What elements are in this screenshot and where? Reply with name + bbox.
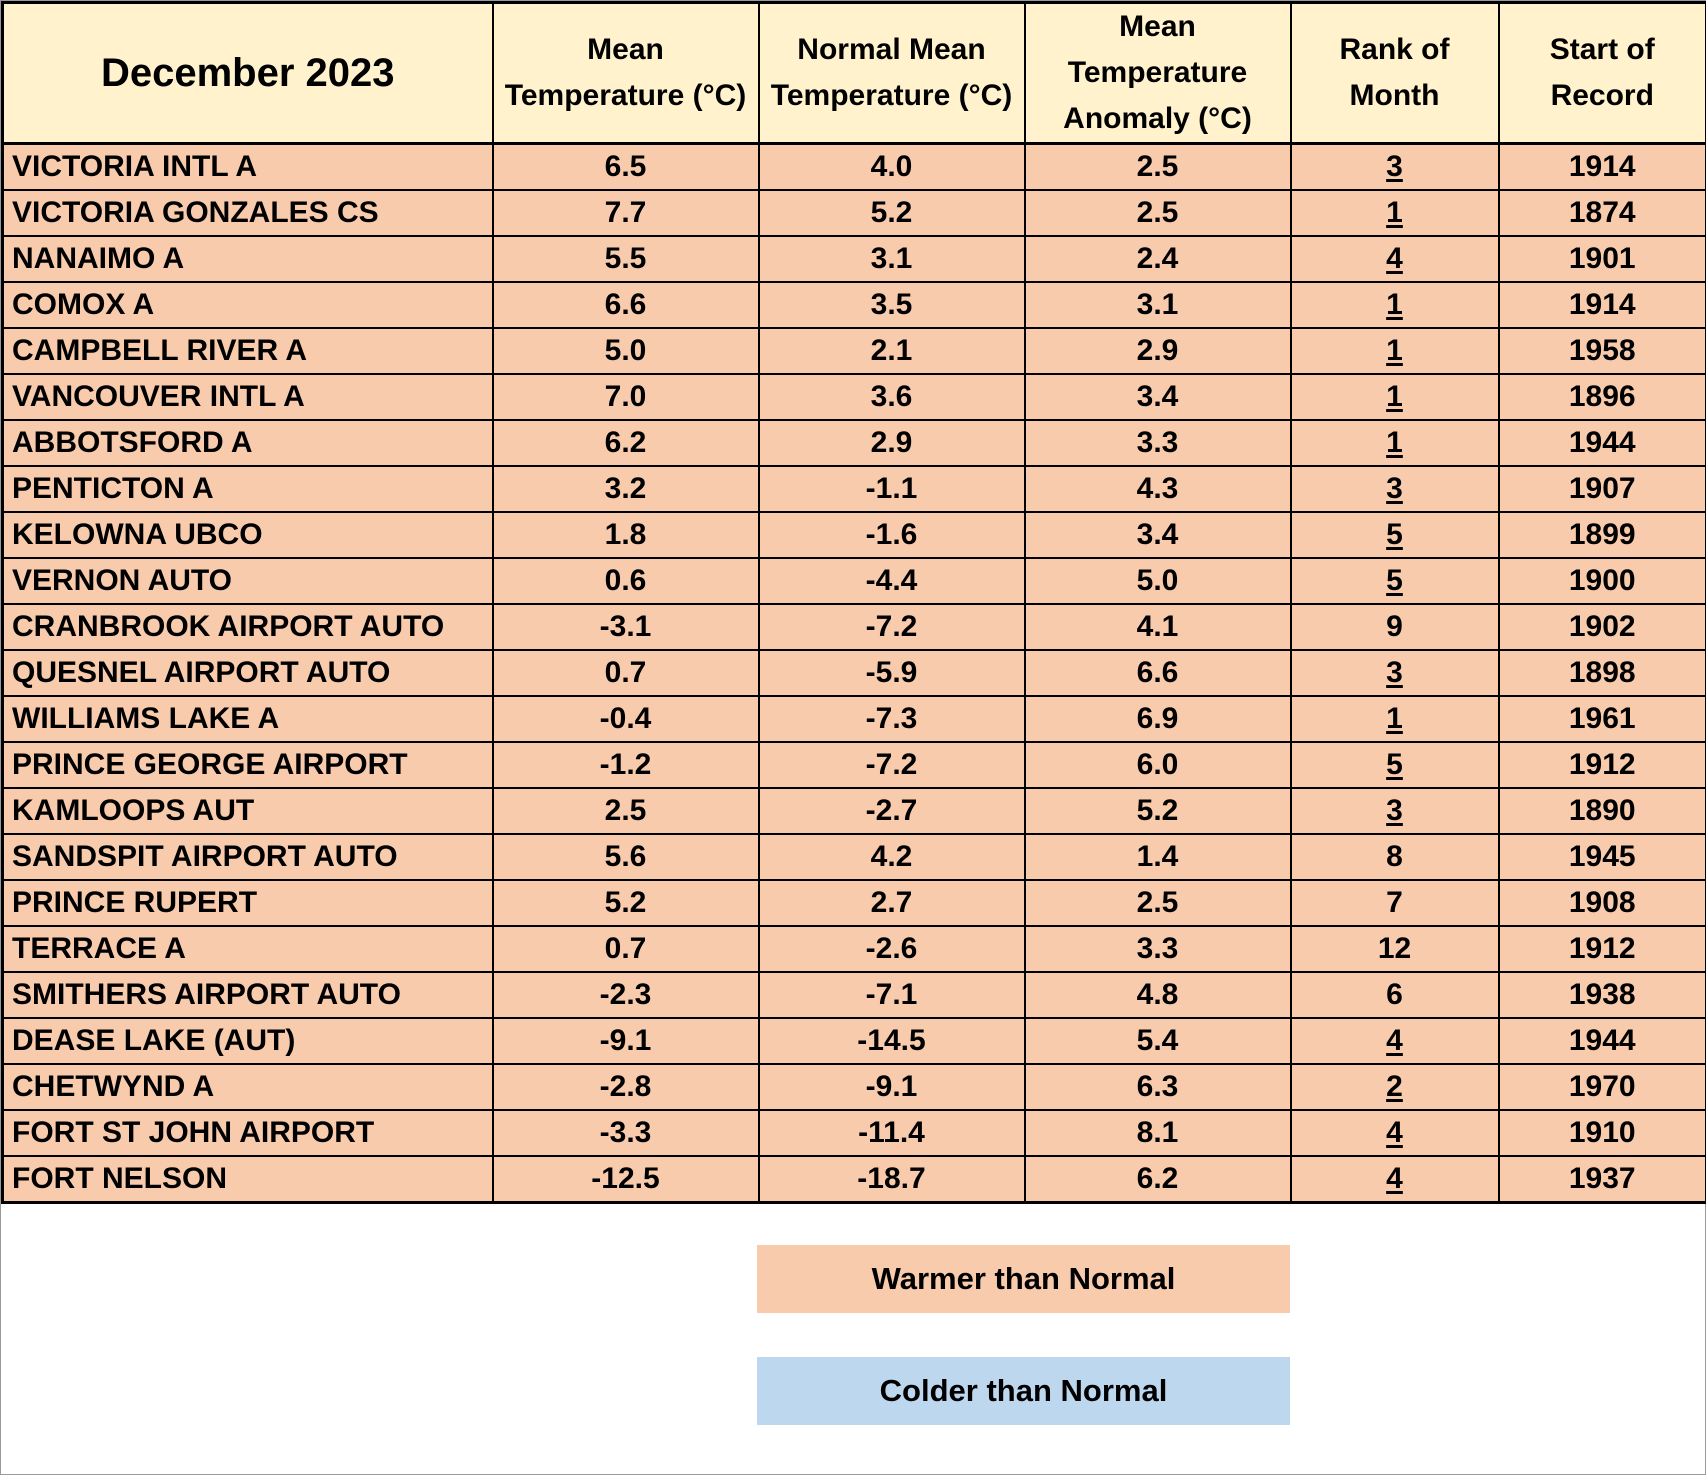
table-header: [3, 3, 1706, 144]
table-title: December 2023: [3, 3, 493, 144]
temperature-anomaly: 8.1: [1025, 1110, 1291, 1156]
temperature-anomaly: 2.4: [1025, 236, 1291, 282]
rank-of-month: 6: [1291, 972, 1499, 1018]
start-of-record: 1900: [1499, 558, 1706, 604]
rank-of-month: 3: [1291, 144, 1499, 191]
start-of-record: 1908: [1499, 880, 1706, 926]
temperature-anomaly: 3.1: [1025, 282, 1291, 328]
normal-mean-temperature: 3.6: [759, 374, 1025, 420]
start-of-record: 1944: [1499, 420, 1706, 466]
table-row: [3, 558, 1706, 604]
mean-temperature: 6.5: [493, 144, 759, 191]
rank-of-month: 7: [1291, 880, 1499, 926]
station-name: TERRACE A: [3, 926, 493, 972]
rank-of-month: 5: [1291, 742, 1499, 788]
mean-temperature: 3.2: [493, 466, 759, 512]
table-row: [3, 420, 1706, 466]
normal-mean-temperature: -11.4: [759, 1110, 1025, 1156]
table-row: [3, 1110, 1706, 1156]
rank-of-month: 8: [1291, 834, 1499, 880]
temperature-anomaly: 2.5: [1025, 190, 1291, 236]
station-name: KAMLOOPS AUT: [3, 788, 493, 834]
temperature-table: [1, 1, 1706, 1204]
station-name: SMITHERS AIRPORT AUTO: [3, 972, 493, 1018]
normal-mean-temperature: 2.9: [759, 420, 1025, 466]
mean-temperature: -3.1: [493, 604, 759, 650]
mean-temperature: 0.6: [493, 558, 759, 604]
rank-of-month: 4: [1291, 1156, 1499, 1203]
rank-of-month: 5: [1291, 558, 1499, 604]
temperature-anomaly: 5.2: [1025, 788, 1291, 834]
header-row: [3, 3, 1706, 144]
table-row: [3, 834, 1706, 880]
table-row: [3, 144, 1706, 191]
temperature-anomaly: 3.4: [1025, 374, 1291, 420]
start-of-record: 1914: [1499, 144, 1706, 191]
header-normal-mean-temperature: Normal Mean Temperature (°C): [759, 3, 1025, 144]
table-row: [3, 282, 1706, 328]
station-name: VANCOUVER INTL A: [3, 374, 493, 420]
temperature-anomaly: 3.3: [1025, 926, 1291, 972]
mean-temperature: 6.6: [493, 282, 759, 328]
normal-mean-temperature: -5.9: [759, 650, 1025, 696]
station-name: DEASE LAKE (AUT): [3, 1018, 493, 1064]
mean-temperature: 5.0: [493, 328, 759, 374]
legend-warmer-than-normal: Warmer than Normal: [757, 1245, 1290, 1313]
normal-mean-temperature: -9.1: [759, 1064, 1025, 1110]
start-of-record: 1910: [1499, 1110, 1706, 1156]
rank-of-month: 12: [1291, 926, 1499, 972]
station-name: CAMPBELL RIVER A: [3, 328, 493, 374]
temperature-anomaly: 6.9: [1025, 696, 1291, 742]
rank-of-month: 4: [1291, 1018, 1499, 1064]
table-row: [3, 190, 1706, 236]
station-name: PRINCE RUPERT: [3, 880, 493, 926]
normal-mean-temperature: -2.6: [759, 926, 1025, 972]
legend-colder-than-normal: Colder than Normal: [757, 1357, 1290, 1425]
mean-temperature: -3.3: [493, 1110, 759, 1156]
normal-mean-temperature: 3.1: [759, 236, 1025, 282]
temperature-anomaly: 4.1: [1025, 604, 1291, 650]
table-row: [3, 512, 1706, 558]
station-name: SANDSPIT AIRPORT AUTO: [3, 834, 493, 880]
start-of-record: 1912: [1499, 926, 1706, 972]
mean-temperature: 0.7: [493, 926, 759, 972]
station-name: VERNON AUTO: [3, 558, 493, 604]
temperature-anomaly: 6.2: [1025, 1156, 1291, 1203]
temperature-anomaly: 2.5: [1025, 144, 1291, 191]
normal-mean-temperature: -7.1: [759, 972, 1025, 1018]
start-of-record: 1901: [1499, 236, 1706, 282]
start-of-record: 1896: [1499, 374, 1706, 420]
temperature-anomaly: 3.4: [1025, 512, 1291, 558]
normal-mean-temperature: 4.0: [759, 144, 1025, 191]
table-row: [3, 604, 1706, 650]
station-name: KELOWNA UBCO: [3, 512, 493, 558]
station-name: CRANBROOK AIRPORT AUTO: [3, 604, 493, 650]
temperature-anomaly: 4.3: [1025, 466, 1291, 512]
station-name: PRINCE GEORGE AIRPORT: [3, 742, 493, 788]
rank-of-month: 2: [1291, 1064, 1499, 1110]
normal-mean-temperature: 2.7: [759, 880, 1025, 926]
mean-temperature: -2.8: [493, 1064, 759, 1110]
table-row: [3, 696, 1706, 742]
normal-mean-temperature: 4.2: [759, 834, 1025, 880]
normal-mean-temperature: -7.2: [759, 604, 1025, 650]
mean-temperature: 6.2: [493, 420, 759, 466]
header-mean-temperature-anomaly: Mean Temperature Anomaly (°C): [1025, 3, 1291, 144]
rank-of-month: 3: [1291, 466, 1499, 512]
mean-temperature: -9.1: [493, 1018, 759, 1064]
normal-mean-temperature: -7.2: [759, 742, 1025, 788]
start-of-record: 1907: [1499, 466, 1706, 512]
table-row: [3, 926, 1706, 972]
station-name: WILLIAMS LAKE A: [3, 696, 493, 742]
mean-temperature: 5.2: [493, 880, 759, 926]
temperature-anomaly: 6.0: [1025, 742, 1291, 788]
start-of-record: 1944: [1499, 1018, 1706, 1064]
normal-mean-temperature: -4.4: [759, 558, 1025, 604]
station-name: VICTORIA GONZALES CS: [3, 190, 493, 236]
table-row: [3, 1064, 1706, 1110]
start-of-record: 1874: [1499, 190, 1706, 236]
mean-temperature: 5.5: [493, 236, 759, 282]
rank-of-month: 4: [1291, 236, 1499, 282]
station-name: QUESNEL AIRPORT AUTO: [3, 650, 493, 696]
normal-mean-temperature: -1.6: [759, 512, 1025, 558]
mean-temperature: -0.4: [493, 696, 759, 742]
normal-mean-temperature: -7.3: [759, 696, 1025, 742]
header-rank-of-month: Rank of Month: [1291, 3, 1499, 144]
normal-mean-temperature: -14.5: [759, 1018, 1025, 1064]
rank-of-month: 1: [1291, 420, 1499, 466]
start-of-record: 1937: [1499, 1156, 1706, 1203]
temperature-anomaly: 3.3: [1025, 420, 1291, 466]
table-row: [3, 236, 1706, 282]
normal-mean-temperature: 5.2: [759, 190, 1025, 236]
station-name: FORT NELSON: [3, 1156, 493, 1203]
start-of-record: 1912: [1499, 742, 1706, 788]
temperature-anomaly: 5.0: [1025, 558, 1291, 604]
start-of-record: 1970: [1499, 1064, 1706, 1110]
start-of-record: 1902: [1499, 604, 1706, 650]
mean-temperature: 0.7: [493, 650, 759, 696]
station-name: CHETWYND A: [3, 1064, 493, 1110]
normal-mean-temperature: 3.5: [759, 282, 1025, 328]
station-name: COMOX A: [3, 282, 493, 328]
rank-of-month: 3: [1291, 788, 1499, 834]
rank-of-month: 1: [1291, 190, 1499, 236]
table-row: [3, 880, 1706, 926]
header-start-of-record: Start of Record: [1499, 3, 1706, 144]
header-mean-temperature: Mean Temperature (°C): [493, 3, 759, 144]
station-name: FORT ST JOHN AIRPORT: [3, 1110, 493, 1156]
temperature-anomaly: 5.4: [1025, 1018, 1291, 1064]
mean-temperature: 1.8: [493, 512, 759, 558]
table-row: [3, 742, 1706, 788]
start-of-record: 1938: [1499, 972, 1706, 1018]
rank-of-month: 5: [1291, 512, 1499, 558]
mean-temperature: 7.0: [493, 374, 759, 420]
start-of-record: 1914: [1499, 282, 1706, 328]
table-body: [3, 144, 1706, 1203]
table-row: [3, 650, 1706, 696]
start-of-record: 1899: [1499, 512, 1706, 558]
mean-temperature: 5.6: [493, 834, 759, 880]
temperature-anomaly: 2.5: [1025, 880, 1291, 926]
table-row: [3, 972, 1706, 1018]
rank-of-month: 1: [1291, 282, 1499, 328]
start-of-record: 1898: [1499, 650, 1706, 696]
station-name: NANAIMO A: [3, 236, 493, 282]
station-name: ABBOTSFORD A: [3, 420, 493, 466]
normal-mean-temperature: -18.7: [759, 1156, 1025, 1203]
mean-temperature: -1.2: [493, 742, 759, 788]
mean-temperature: 7.7: [493, 190, 759, 236]
mean-temperature: -12.5: [493, 1156, 759, 1203]
station-name: VICTORIA INTL A: [3, 144, 493, 191]
rank-of-month: 3: [1291, 650, 1499, 696]
rank-of-month: 1: [1291, 328, 1499, 374]
normal-mean-temperature: -1.1: [759, 466, 1025, 512]
start-of-record: 1945: [1499, 834, 1706, 880]
table-row: [3, 1156, 1706, 1203]
temperature-anomaly: 6.3: [1025, 1064, 1291, 1110]
station-name: PENTICTON A: [3, 466, 493, 512]
rank-of-month: 4: [1291, 1110, 1499, 1156]
temperature-anomaly: 2.9: [1025, 328, 1291, 374]
table-row: [3, 1018, 1706, 1064]
rank-of-month: 1: [1291, 374, 1499, 420]
rank-of-month: 9: [1291, 604, 1499, 650]
rank-of-month: 1: [1291, 696, 1499, 742]
start-of-record: 1958: [1499, 328, 1706, 374]
table-row: [3, 328, 1706, 374]
normal-mean-temperature: 2.1: [759, 328, 1025, 374]
start-of-record: 1961: [1499, 696, 1706, 742]
table-row: [3, 788, 1706, 834]
temperature-anomaly: 4.8: [1025, 972, 1291, 1018]
start-of-record: 1890: [1499, 788, 1706, 834]
table-row: [3, 466, 1706, 512]
mean-temperature: 2.5: [493, 788, 759, 834]
temperature-anomaly: 6.6: [1025, 650, 1291, 696]
normal-mean-temperature: -2.7: [759, 788, 1025, 834]
table-row: [3, 374, 1706, 420]
mean-temperature: -2.3: [493, 972, 759, 1018]
temperature-anomaly: 1.4: [1025, 834, 1291, 880]
